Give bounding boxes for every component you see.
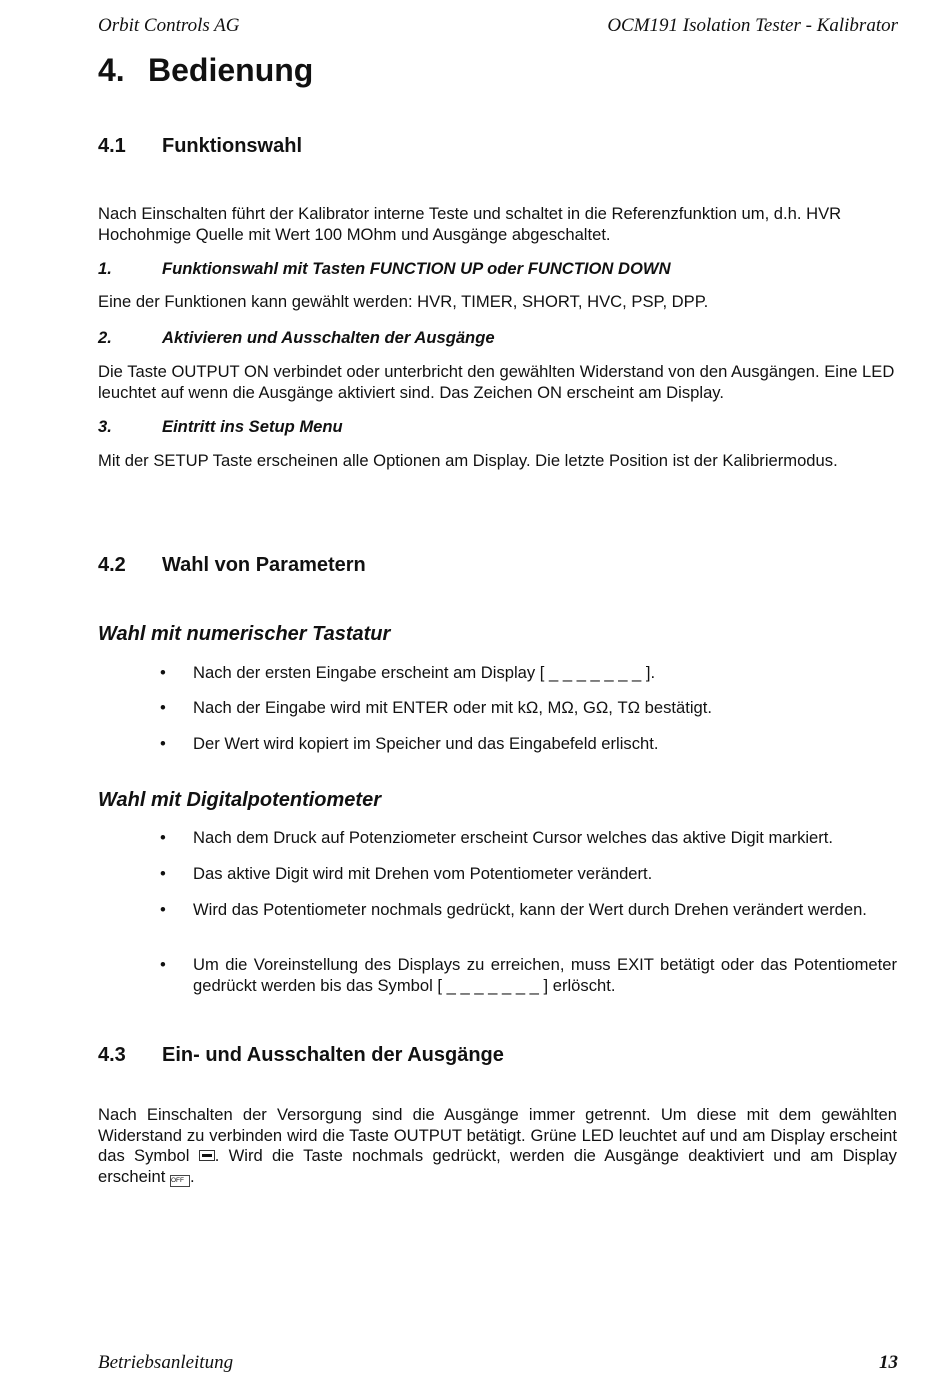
section-4-2-heading <box>98 554 366 577</box>
step-2-text: Die Taste OUTPUT ON verbindet oder unterbricht den gewählten Widerstand von den Ausgängen. Eine LED leuchtet auf wenn die Ausgänge aktiviert sind. Das Zeichen ON erscheint am Display. <box>98 362 895 402</box>
section-title: Wahl von Parametern <box>162 554 366 576</box>
footer-document-name: Betriebsanleitung <box>98 1352 234 1373</box>
bullet-icon: • <box>160 663 166 682</box>
chapter-number: 4. <box>98 52 125 88</box>
section-title: Ein- und Ausschalten der Ausgänge <box>162 1044 504 1066</box>
page-number: 13 <box>879 1352 898 1373</box>
section-number: 4.1 <box>98 135 126 157</box>
list-item: • Das aktive Digit wird mit Drehen vom Potentiometer verändert. <box>160 864 653 883</box>
list-item: • Wird das Potentiometer nochmals gedrückt, kann der Wert durch Drehen verändert werden. <box>160 900 867 919</box>
bullet-icon: • <box>160 734 166 753</box>
step-2-heading <box>98 328 495 348</box>
step-3-text: Mit der SETUP Taste erscheinen alle Optionen am Display. Die letzte Position ist der Kalibriermodus. <box>98 451 838 470</box>
section-number: 4.2 <box>98 554 126 576</box>
section-4-1-heading <box>98 135 302 158</box>
section-4-3-text: Nach Einschalten der Versorgung sind die Ausgänge immer getrennt. Um diese mit dem gewählten Widerstand zu verbinden wird die Taste OUTPUT betätigt. Grüne LED leuchtet auf und am Display erscheint das Symbol . Wird die Taste nochmals gedrückt, werden die Ausgänge deaktiviert und am Display erscheint OFF . <box>98 1105 897 1186</box>
header-company: Orbit Controls AG <box>98 15 240 36</box>
list-item: • Nach der Eingabe wird mit ENTER oder mit kΩ, MΩ, GΩ, TΩ bestätigt. <box>160 698 713 717</box>
bullet-icon: • <box>160 828 166 847</box>
bullet-icon: • <box>160 698 166 717</box>
step-1-heading <box>98 259 671 279</box>
step-title: Aktivieren und Ausschalten der Ausgänge <box>162 328 495 347</box>
step-title: Eintritt ins Setup Menu <box>162 417 343 436</box>
subsection-digital-potentiometer-heading: Wahl mit Digitalpotentiometer <box>98 789 381 811</box>
section-4-3-heading <box>98 1044 504 1067</box>
step-3-heading <box>98 417 343 437</box>
section-4-1-intro: Nach Einschalten führt der Kalibrator interne Teste und schaltet in die Referenzfunktion um, d.h. HVR Hochohmige Quelle mit Wert 100 MOhm und Ausgänge abgeschaltet. <box>98 204 842 244</box>
list-item: • Nach dem Druck auf Potenziometer erscheint Cursor welches das aktive Digit markiert. <box>160 828 834 847</box>
bullet-icon: • <box>160 955 166 974</box>
section-title: Funktionswahl <box>162 135 302 157</box>
bullet-icon: • <box>160 864 166 883</box>
subsection-numeric-keypad-heading: Wahl mit numerischer Tastatur <box>98 623 391 645</box>
output-off-symbol-icon: OFF <box>170 1175 190 1187</box>
step-1-text: Eine der Funktionen kann gewählt werden: HVR, TIMER, SHORT, HVC, PSP, DPP. <box>98 292 709 311</box>
chapter-heading <box>98 52 313 89</box>
chapter-title: Bedienung <box>148 52 314 88</box>
output-on-symbol-icon <box>199 1150 215 1161</box>
list-item: • Nach der ersten Eingabe erscheint am Display [ _ _ _ _ _ _ _ ]. <box>160 663 656 682</box>
step-title: Funktionswahl mit Tasten FUNCTION UP oder FUNCTION DOWN <box>162 259 671 278</box>
step-number: 3. <box>98 417 112 436</box>
step-number: 1. <box>98 259 112 278</box>
section-number: 4.3 <box>98 1044 126 1066</box>
list-item: • Um die Voreinstellung des Displays zu erreichen, muss EXIT betätigt oder das Potentiometer gedrückt werden bis das Symbol [ _ _ _ _ _ _ _ ] erlöscht. <box>160 955 897 995</box>
list-item: • Der Wert wird kopiert im Speicher und das Eingabefeld erlischt. <box>160 734 659 753</box>
header-product: OCM191 Isolation Tester - Kalibrator <box>607 15 898 36</box>
bullet-icon: • <box>160 900 166 919</box>
step-number: 2. <box>98 328 112 347</box>
